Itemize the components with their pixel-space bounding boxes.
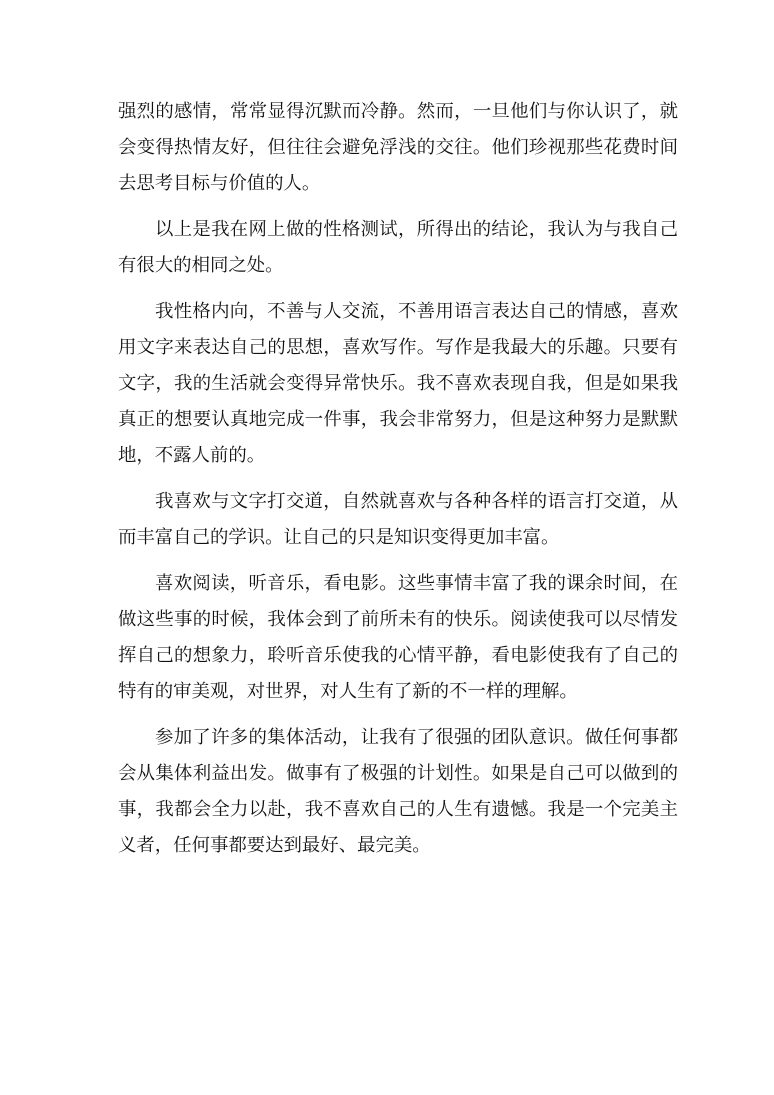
paragraph-spacer [118, 556, 678, 566]
text-line: 去思考目标与价值的人。 [118, 173, 321, 194]
text-line: 文字，我的生活就会变得异常快乐。我不喜欢表现自我，但是如果我 [118, 373, 678, 394]
text-line: 参加了许多的集体活动，让我有了很强的团队意识。做任何事都 [155, 727, 678, 748]
text-line: 我喜欢与文字打交道，自然就喜欢与各种各样的语言打交道，从 [155, 491, 678, 512]
paragraph [118, 566, 678, 710]
text-line: 有很大的相同之处。 [118, 255, 284, 276]
text-line: 强烈的感情，常常显得沉默而冷静。然而，一旦他们与你认识了，就 [118, 101, 678, 122]
paragraph [118, 294, 678, 474]
text-line: 事，我都会全力以赴，我不喜欢自己的人生有遗憾。我是一个完美主 [118, 799, 678, 820]
paragraph-spacer [118, 284, 678, 294]
text-line: 地，不露人前的。 [118, 445, 266, 466]
text-line: 我性格内向，不善与人交流，不善用语言表达自己的情感，喜欢 [155, 301, 678, 322]
paragraph-spacer [118, 474, 678, 484]
text-line: 挥自己的想象力，聆听音乐使我的心情平静，看电影使我有了自己的 [118, 645, 678, 666]
paragraph-spacer [118, 202, 678, 212]
text-line: 而丰富自己的学识。让自己的只是知识变得更加丰富。 [118, 527, 560, 548]
text-line: 喜欢阅读，听音乐，看电影。这些事情丰富了我的课余时间，在 [155, 573, 678, 594]
paragraph [118, 720, 678, 864]
text-line: 义者，任何事都要达到最好、最完美。 [118, 835, 431, 856]
text-line: 用文字来表达自己的思想，喜欢写作。写作是我最大的乐趣。只要有 [118, 337, 678, 358]
paragraph-spacer [118, 710, 678, 720]
paragraph [118, 212, 678, 284]
document-body [118, 94, 678, 864]
text-line: 做这些事的时候，我体会到了前所未有的快乐。阅读使我可以尽情发 [118, 609, 678, 630]
text-line: 真正的想要认真地完成一件事，我会非常努力，但是这种努力是默默 [118, 409, 678, 430]
text-line: 特有的审美观，对世界，对人生有了新的不一样的理解。 [118, 681, 578, 702]
paragraph [118, 484, 678, 556]
text-line: 会从集体利益出发。做事有了极强的计划性。如果是自己可以做到的 [118, 763, 678, 784]
text-line: 会变得热情友好，但往往会避免浮浅的交往。他们珍视那些花费时间 [118, 137, 678, 158]
paragraph [118, 94, 678, 202]
text-line: 以上是我在网上做的性格测试，所得出的结论，我认为与我自己 [155, 219, 678, 240]
